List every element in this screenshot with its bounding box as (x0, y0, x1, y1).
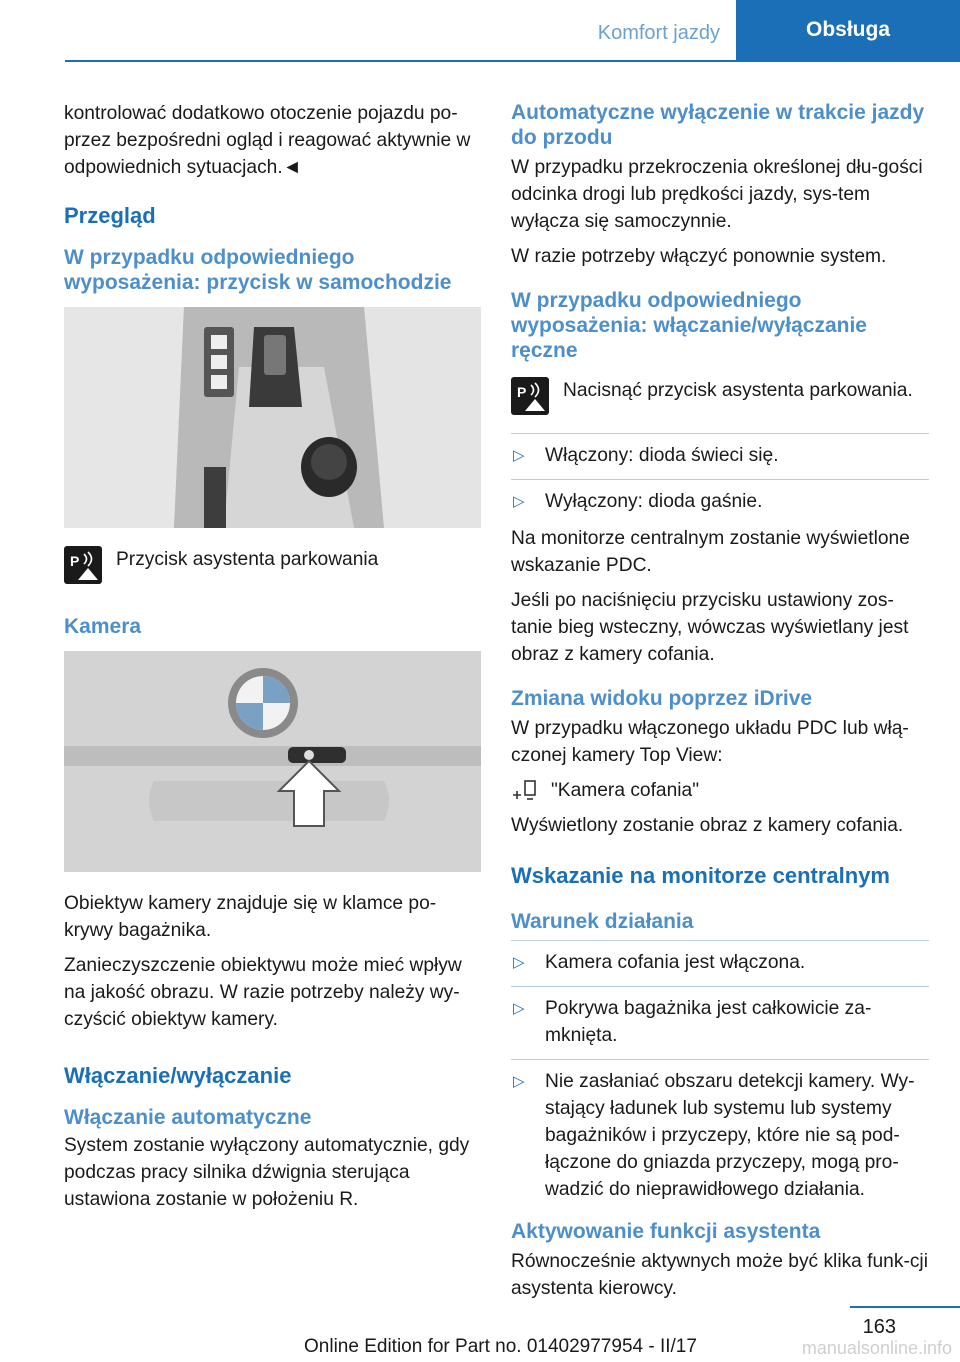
list-item: ▷ Włączony: dioda świeci się. (511, 433, 929, 469)
heading-central-display: Wskazanie na monitorze centralnym (511, 863, 890, 888)
manual-button-instruction (511, 377, 929, 415)
center-console-photo (64, 307, 481, 528)
page-header (0, 0, 960, 62)
left-column (64, 100, 482, 1221)
manual-button-instruction-text: Nacisnąć przycisk asystenta parkowania. (563, 380, 913, 401)
header-rule (65, 60, 960, 62)
list-item: ▷ Pokrywa bagażnika jest całkowicie za-mknięta. (511, 986, 929, 1049)
pdc-display-paragraph: Na monitorze centralnym zostanie wyświetlone wskazanie PDC. (511, 528, 910, 576)
edition-footer: Online Edition for Part no. 01402977954 - II/17 (304, 1336, 697, 1357)
header-tab-label: Obsługa (805, 18, 890, 41)
heading-function-condition: Warunek działania (511, 910, 694, 933)
header-tab (736, 0, 960, 62)
auto-off-paragraph-2: W razie potrzeby włączyć ponownie system. (511, 246, 887, 267)
camera-dirt-paragraph: Zanieczyszczenie obiektywu może mieć wpływ na jakość obrazu. W razie potrzeby należy wy-czyścić obiektyw kamery. (64, 955, 462, 1030)
triangle-bullet-icon: ▷ (513, 447, 525, 464)
page-number: 163 (862, 1316, 896, 1338)
list-item: ▷ Nie zasłaniać obszaru detekcji kamery. Wy-stający ładunek lub systemu lub systemy bagażników i przyczepy, które nie są pod-łączone do gniazda przyczepy, mogą pro-wadzić do nieprawidłowego działania. (511, 1059, 929, 1203)
intro-paragraph: kontrolować dodatkowo otoczenie pojazdu po-przez bezpośredni ogląd i reagować aktywnie w odpowiednich sytuacjach.◄ (64, 103, 471, 178)
idrive-menu-item-label: "Kamera cofania" (551, 780, 700, 801)
footer-rule (850, 1306, 960, 1308)
triangle-bullet-icon: ▷ (513, 1000, 525, 1017)
auto-on-paragraph: System zostanie wyłączony automatycznie, gdy podczas pracy silnika dźwignia sterująca ustawiona zostanie w położeniu R. (64, 1135, 470, 1210)
idrive-result-paragraph: Wyświetlony zostanie obraz z kamery cofania. (511, 815, 904, 836)
svg-text:P: P (517, 384, 527, 400)
list-item: ▷ Kamera cofania jest włączona. (511, 940, 929, 976)
heading-auto-off: Automatyczne wyłączenie w trakcie jazdy do przodu (511, 101, 925, 149)
camera-lens-paragraph: Obiektyw kamery znajduje się w klamce po-krywy bagażnika. (64, 893, 437, 941)
list-item: ▷ Wyłączony: dioda gaśnie. (511, 479, 929, 515)
triangle-bullet-icon: ▷ (513, 1073, 525, 1090)
led-status-list (511, 433, 929, 515)
triangle-bullet-icon: ▷ (513, 954, 525, 971)
watermark: manualsonline.info (801, 1338, 952, 1358)
heading-overview: Przegląd (64, 203, 156, 228)
heading-auto-on: Włączanie automatyczne (64, 1106, 312, 1129)
parking-assist-caption-text: Przycisk asystenta parkowania (116, 549, 379, 570)
heading-on-off: Włączanie/wyłączanie (64, 1063, 292, 1088)
heading-idrive-view: Zmiana widoku poprzez iDrive (511, 687, 813, 710)
header-section-title: Komfort jazdy (597, 22, 720, 44)
heading-camera: Kamera (64, 615, 142, 638)
heading-button-in-car: W przypadku odpowiedniego wyposażenia: przycisk w samochodzie (64, 246, 452, 294)
parking-assist-icon (511, 377, 549, 415)
parking-assist-icon (64, 546, 102, 584)
assistant-paragraph: Równocześnie aktywnych może być klika funk-cji asystenta kierowcy. (511, 1251, 928, 1299)
camera-location-photo (64, 651, 481, 872)
heading-activate-assistant: Aktywowanie funkcji asystenta (511, 1220, 821, 1243)
idrive-paragraph: W przypadku włączonego układu PDC lub włą-czonej kamery Top View: (511, 718, 909, 766)
right-column (511, 100, 929, 1310)
heading-manual-on-off: W przypadku odpowiedniego wyposażenia: włączanie/wyłączanie ręczne (511, 289, 867, 362)
reverse-camera-paragraph: Jeśli po naciśnięciu przycisku ustawiony zos-tanie bieg wsteczny, wówczas wyświetlany jest obraz z kamery cofania. (511, 590, 909, 665)
auto-off-paragraph-1: W przypadku przekroczenia określonej dłu-gości odcinka drogi lub prędkości jazdy, sys-tem wyłącza się samoczynnie. (511, 157, 923, 232)
idrive-menu-item (511, 777, 929, 804)
condition-list (511, 940, 929, 1203)
rear-camera-icon (511, 779, 541, 803)
svg-text:P: P (70, 553, 80, 569)
parking-assist-button-caption (64, 546, 482, 584)
triangle-bullet-icon: ▷ (513, 493, 525, 510)
